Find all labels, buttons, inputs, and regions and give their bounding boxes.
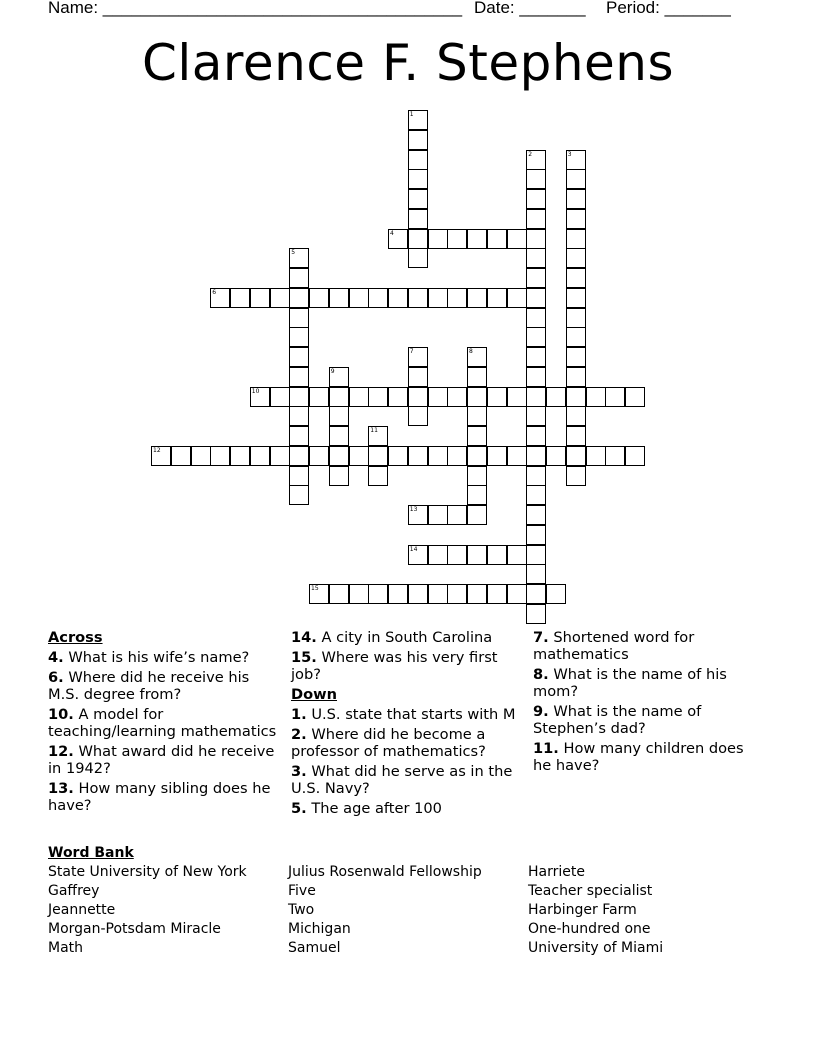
crossword-cell[interactable] — [447, 505, 467, 525]
crossword-cell[interactable] — [566, 387, 586, 407]
crossword-cell[interactable] — [526, 209, 546, 229]
crossword-cell[interactable] — [408, 584, 428, 604]
crossword-cell[interactable] — [467, 446, 487, 466]
crossword-cell[interactable] — [349, 584, 369, 604]
crossword-cell[interactable] — [408, 387, 428, 407]
crossword-cell[interactable] — [230, 288, 250, 308]
crossword-cell[interactable] — [408, 446, 428, 466]
crossword-cell[interactable] — [408, 130, 428, 150]
crossword-cell[interactable] — [368, 387, 388, 407]
crossword-cell[interactable] — [408, 248, 428, 268]
word-bank-column-1 — [48, 863, 247, 958]
crossword-cell[interactable] — [566, 327, 586, 347]
crossword-cell[interactable] — [289, 308, 309, 328]
crossword-cell[interactable] — [408, 169, 428, 189]
crossword-cell[interactable] — [566, 248, 586, 268]
crossword-cell[interactable] — [408, 150, 428, 170]
clue-number: 11 — [370, 427, 378, 434]
crossword-cell[interactable] — [388, 288, 408, 308]
word-bank-item: Michigan — [288, 921, 351, 937]
crossword-cell[interactable] — [368, 446, 388, 466]
crossword-cell[interactable] — [546, 446, 566, 466]
clue-number: 7 — [409, 348, 414, 355]
crossword-cell[interactable] — [349, 288, 369, 308]
crossword-cell[interactable] — [526, 505, 546, 525]
clue-number: 10 — [251, 387, 260, 395]
crossword-cell[interactable] — [526, 525, 546, 545]
crossword-cell[interactable] — [388, 387, 408, 407]
crossword-cell[interactable] — [329, 387, 349, 407]
crossword-cell[interactable] — [625, 446, 645, 466]
clue-item: 12. What award did he receive in 1942? — [48, 743, 275, 777]
crossword-cell[interactable] — [625, 387, 645, 407]
clue-number: 5 — [291, 249, 296, 257]
crossword-cell[interactable] — [428, 288, 448, 308]
clue-column-2 — [291, 629, 527, 820]
crossword-cell[interactable] — [566, 209, 586, 229]
crossword-cell[interactable] — [329, 446, 349, 466]
word-bank-item: Samuel — [288, 940, 341, 956]
crossword-cell[interactable] — [447, 229, 467, 249]
crossword-cell[interactable] — [566, 466, 586, 486]
crossword-cell[interactable] — [526, 485, 546, 505]
crossword-cell[interactable] — [526, 604, 546, 624]
crossword-cell[interactable] — [526, 189, 546, 209]
crossword-cell[interactable] — [566, 308, 586, 328]
clue-item: 14. A city in South Carolina — [291, 629, 493, 646]
crossword-cell[interactable] — [566, 268, 586, 288]
crossword-cell[interactable] — [507, 446, 527, 466]
crossword-cell[interactable] — [546, 584, 566, 604]
word-bank-item: One-hundred one — [528, 921, 651, 937]
crossword-cell[interactable] — [329, 288, 349, 308]
crossword-cell[interactable] — [526, 426, 546, 446]
word-bank-item: Math — [48, 940, 84, 956]
crossword-cell[interactable] — [487, 288, 507, 308]
crossword-cell[interactable] — [566, 406, 586, 426]
crossword-cell[interactable] — [526, 406, 546, 426]
crossword-cell[interactable] — [526, 545, 546, 565]
clue-item: 4. What is his wife’s name? — [48, 649, 250, 666]
crossword-cell[interactable] — [270, 288, 290, 308]
word-bank-item: Gaffrey — [48, 883, 100, 899]
crossword-cell[interactable] — [408, 209, 428, 229]
clue-item: 9. What is the name of Stephen’s dad? — [533, 703, 702, 737]
crossword-cell[interactable] — [289, 446, 309, 466]
crossword-cell[interactable] — [428, 505, 448, 525]
down-heading: Down — [291, 686, 338, 703]
crossword-cell[interactable] — [487, 387, 507, 407]
crossword-cell[interactable] — [447, 387, 467, 407]
crossword-cell[interactable] — [487, 446, 507, 466]
crossword-cell[interactable] — [329, 584, 349, 604]
crossword-cell[interactable] — [408, 189, 428, 209]
crossword-cell[interactable] — [566, 426, 586, 446]
crossword-cell[interactable] — [428, 387, 448, 407]
crossword-cell[interactable] — [270, 387, 290, 407]
crossword-cell[interactable] — [487, 545, 507, 565]
crossword-cell[interactable] — [467, 367, 487, 387]
crossword-cell[interactable] — [566, 169, 586, 189]
crossword-cell[interactable] — [526, 248, 546, 268]
crossword-cell[interactable] — [368, 584, 388, 604]
crossword-cell[interactable] — [526, 268, 546, 288]
word-bank-item: Teacher specialist — [528, 883, 653, 899]
clue-number: 3 — [567, 150, 572, 158]
clue-number: 2 — [528, 150, 533, 158]
crossword-cell[interactable] — [289, 466, 309, 486]
crossword-cell[interactable] — [586, 387, 606, 407]
word-bank-heading: Word Bank — [48, 845, 134, 861]
crossword-cell[interactable] — [487, 229, 507, 249]
crossword-cell[interactable] — [447, 584, 467, 604]
crossword-cell[interactable] — [250, 288, 270, 308]
crossword-cell[interactable] — [566, 288, 586, 308]
clue-number: 8 — [469, 348, 473, 355]
crossword-cell[interactable] — [566, 229, 586, 249]
crossword-cell[interactable] — [605, 387, 625, 407]
word-bank-item: State University of New York — [48, 864, 247, 880]
crossword-cell[interactable] — [467, 426, 487, 446]
clue-column-3 — [533, 629, 759, 777]
clue-item: 3. What did he serve as in the U.S. Navy? — [291, 763, 513, 797]
name-field-label: Name: ______________________________________ — [48, 0, 463, 17]
word-bank-item: Morgan-Potsdam Miracle — [48, 921, 221, 937]
crossword-cell[interactable] — [467, 406, 487, 426]
crossword-cell[interactable] — [566, 189, 586, 209]
crossword-cell[interactable] — [230, 446, 250, 466]
crossword-cell[interactable] — [507, 229, 527, 249]
crossword-cell[interactable] — [566, 367, 586, 387]
crossword-cell[interactable] — [329, 406, 349, 426]
crossword-cell[interactable] — [526, 347, 546, 367]
word-bank-item: Jeannette — [48, 902, 116, 918]
crossword-cell[interactable] — [289, 367, 309, 387]
crossword-cell[interactable] — [467, 584, 487, 604]
crossword-cell[interactable] — [467, 387, 487, 407]
crossword-cell[interactable] — [270, 446, 290, 466]
crossword-cell[interactable] — [507, 288, 527, 308]
word-bank-item: Five — [288, 883, 316, 899]
crossword-cell[interactable] — [329, 426, 349, 446]
crossword-cell[interactable] — [467, 466, 487, 486]
crossword-cell[interactable] — [428, 446, 448, 466]
crossword-cell[interactable] — [526, 367, 546, 387]
date-field-label: Date: _______ — [474, 0, 586, 17]
crossword-cell[interactable] — [566, 347, 586, 367]
clue-number: 15 — [311, 585, 319, 592]
crossword-cell[interactable] — [428, 229, 448, 249]
crossword-cell[interactable] — [447, 545, 467, 565]
crossword-cell[interactable] — [526, 327, 546, 347]
crossword-cell[interactable] — [368, 288, 388, 308]
crossword-cell[interactable] — [507, 387, 527, 407]
crossword-cell[interactable] — [507, 584, 527, 604]
clue-column-1 — [48, 629, 284, 817]
crossword-cell[interactable] — [526, 446, 546, 466]
crossword-cell[interactable] — [428, 545, 448, 565]
crossword-cell[interactable] — [526, 169, 546, 189]
crossword-cell[interactable] — [526, 288, 546, 308]
crossword-cell[interactable] — [526, 308, 546, 328]
crossword-cell[interactable] — [467, 505, 487, 525]
word-bank-item: Two — [288, 902, 315, 918]
crossword-cell[interactable] — [526, 387, 546, 407]
crossword-cell[interactable] — [388, 584, 408, 604]
crossword-cell[interactable] — [289, 268, 309, 288]
word-bank-item: Harbinger Farm — [528, 902, 637, 918]
crossword-cell[interactable] — [191, 446, 211, 466]
crossword-cell[interactable] — [408, 367, 428, 387]
crossword-cell[interactable] — [526, 466, 546, 486]
crossword-cell[interactable] — [388, 446, 408, 466]
clue-number: 14 — [409, 545, 418, 553]
crossword-cell[interactable] — [546, 387, 566, 407]
clue-item: 11. How many children does he have? — [533, 740, 744, 774]
crossword-cell[interactable] — [507, 545, 527, 565]
clue-number: 1 — [409, 111, 414, 118]
crossword-cell[interactable] — [250, 446, 270, 466]
clue-item: 7. Shortened word for mathematics — [533, 629, 695, 663]
period-field-label: Period: _______ — [606, 0, 731, 17]
page-title: Clarence F. Stephens — [141, 34, 675, 92]
crossword-cell[interactable] — [309, 288, 329, 308]
crossword-cell[interactable] — [447, 288, 467, 308]
crossword-cell[interactable] — [368, 466, 388, 486]
clue-item: 2. Where did he become a professor of mathematics? — [291, 726, 486, 760]
crossword-cell[interactable] — [467, 545, 487, 565]
clue-item: 5. The age after 100 — [291, 800, 442, 817]
crossword-cell[interactable] — [210, 446, 230, 466]
crossword-cell[interactable] — [289, 347, 309, 367]
crossword-cell[interactable] — [289, 327, 309, 347]
clue-number: 12 — [153, 446, 161, 454]
crossword-cell[interactable] — [467, 229, 487, 249]
word-bank-item: Harriete — [528, 864, 585, 880]
clue-item: 13. How many sibling does he have? — [48, 780, 271, 814]
crossword-cell[interactable] — [349, 446, 369, 466]
crossword-cell[interactable] — [408, 406, 428, 426]
word-bank-column-2 — [288, 863, 482, 958]
clue-number: 9 — [330, 367, 335, 375]
clue-item: 6. Where did he receive his M.S. degree from? — [48, 669, 250, 703]
clue-item: 15. Where was his very first job? — [291, 649, 498, 683]
word-bank-item: Julius Rosenwald Fellowship — [288, 864, 482, 880]
crossword-cell[interactable] — [408, 229, 428, 249]
crossword-cell[interactable] — [605, 446, 625, 466]
crossword-cell[interactable] — [467, 485, 487, 505]
clue-number: 4 — [390, 229, 394, 237]
crossword-cell[interactable] — [171, 446, 191, 466]
across-heading: Across — [48, 629, 103, 646]
crossword-cell[interactable] — [428, 584, 448, 604]
crossword-cell[interactable] — [289, 485, 309, 505]
crossword-cell[interactable] — [447, 446, 467, 466]
crossword-cell[interactable] — [289, 387, 309, 407]
clue-number: 13 — [409, 506, 418, 513]
crossword-cell[interactable] — [526, 564, 546, 584]
crossword-cell[interactable] — [526, 584, 546, 604]
word-bank-column-3 — [528, 863, 663, 958]
crossword-cell[interactable] — [349, 387, 369, 407]
crossword-cell[interactable] — [329, 466, 349, 486]
crossword-cell[interactable] — [586, 446, 606, 466]
clue-number: 6 — [212, 288, 217, 296]
crossword-cell[interactable] — [289, 406, 309, 426]
crossword-cell[interactable] — [408, 288, 428, 308]
crossword-cell[interactable] — [309, 387, 329, 407]
crossword-cell[interactable] — [289, 288, 309, 308]
crossword-cell[interactable] — [526, 229, 546, 249]
crossword-cell[interactable] — [566, 446, 586, 466]
crossword-cell[interactable] — [467, 288, 487, 308]
word-bank-item: University of Miami — [528, 940, 664, 956]
clue-item: 10. A model for teaching/learning mathematics — [48, 706, 277, 740]
clue-item: 8. What is the name of his mom? — [533, 666, 727, 700]
crossword-cell[interactable] — [487, 584, 507, 604]
crossword-cell[interactable] — [289, 426, 309, 446]
crossword-cell[interactable] — [309, 446, 329, 466]
clue-item: 1. U.S. state that starts with M — [291, 706, 516, 723]
